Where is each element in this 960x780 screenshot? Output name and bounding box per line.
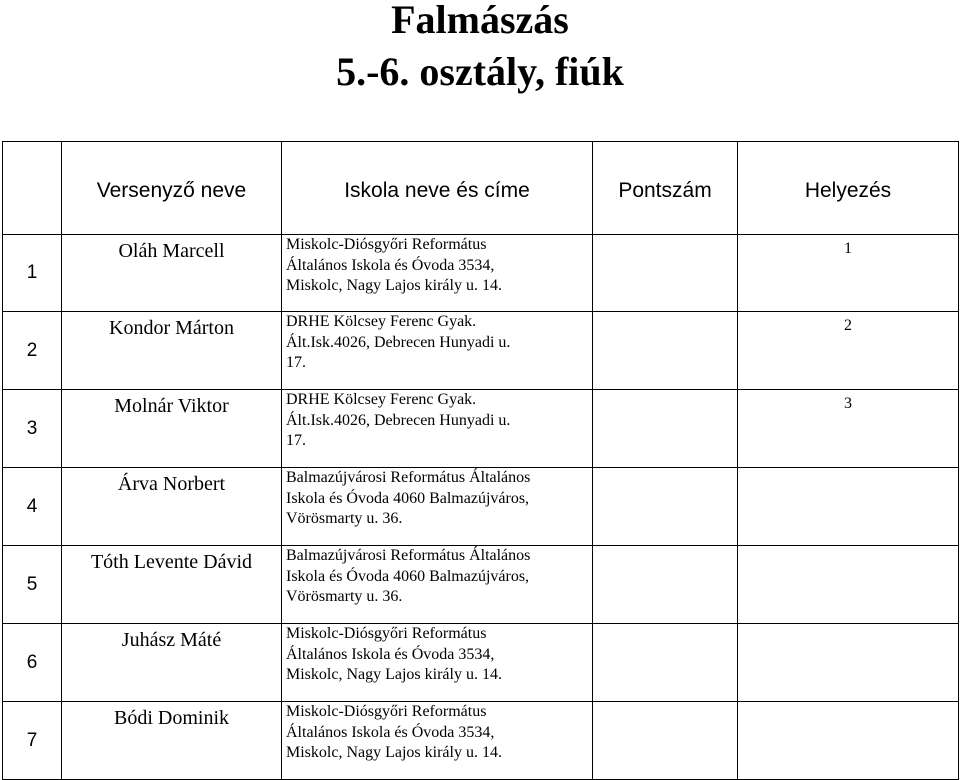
score-cell [593,390,738,468]
row-number: 4 [3,468,62,546]
school-line: 17. [286,432,306,449]
score-cell [593,624,738,702]
score-cell [593,235,738,312]
school-line: Miskolc, Nagy Lajos király u. 14. [286,666,502,683]
school-line: Miskolc, Nagy Lajos király u. 14. [286,277,502,294]
school-line: Általános Iskola és Óvoda 3534, [286,256,495,274]
school-line: Miskolc, Nagy Lajos király u. 14. [286,744,502,761]
school-line: Balmazújvárosi Református Általános [286,547,531,564]
competitor-name: Molnár Viktor [62,390,282,468]
place-cell [738,624,959,702]
school-cell [282,390,593,468]
place-cell [738,546,959,624]
table-header-row [3,142,959,235]
table-row [3,702,959,780]
school-line: Iskola és Óvoda 4060 Balmazújváros, [286,489,530,507]
school-line: Balmazújvárosi Református Általános [286,469,531,486]
header-score: Pontszám [593,142,738,235]
school-cell [282,468,593,546]
row-number: 5 [3,546,62,624]
header-school: Iskola neve és címe [282,142,593,235]
competitor-name: Árva Norbert [62,468,282,546]
results-table [2,141,959,780]
header-name: Versenyző neve [62,142,282,235]
place-cell [738,468,959,546]
place-cell: 1 [738,235,959,312]
row-number: 6 [3,624,62,702]
school-line: Miskolc-Diósgyőri Református [286,625,487,642]
page-subtitle: 5.-6. osztály, fiúk [336,49,624,94]
place-cell: 2 [738,312,959,390]
competitor-name: Tóth Levente Dávid [62,546,282,624]
school-line: Vörösmarty u. 36. [286,588,403,605]
school-line: Vörösmarty u. 36. [286,510,403,527]
school-line: DRHE Kölcsey Ferenc Gyak. [286,313,477,330]
score-cell [593,546,738,624]
school-line: Iskola és Óvoda 4060 Balmazújváros, [286,567,530,585]
school-line: Ált.Isk.4026, Debrecen Hunyadi u. [286,333,511,351]
table-row [3,468,959,546]
school-line: Ált.Isk.4026, Debrecen Hunyadi u. [286,411,511,429]
row-number: 3 [3,390,62,468]
header-place: Helyezés [738,142,959,235]
school-line: Miskolc-Diósgyőri Református [286,703,487,720]
competitor-name: Bódi Dominik [62,702,282,780]
page-title: Falmászás [391,0,569,42]
school-line: DRHE Kölcsey Ferenc Gyak. [286,391,477,408]
competitor-name: Oláh Marcell [62,235,282,312]
competitor-name: Kondor Márton [62,312,282,390]
competitor-name: Juhász Máté [62,624,282,702]
row-number: 7 [3,702,62,780]
place-cell [738,702,959,780]
school-cell [282,546,593,624]
table-row [3,546,959,624]
table-row [3,235,959,312]
row-number: 2 [3,312,62,390]
score-cell [593,702,738,780]
score-cell [593,468,738,546]
school-line: Miskolc-Diósgyőri Református [286,236,487,253]
school-cell [282,702,593,780]
school-line: Általános Iskola és Óvoda 3534, [286,645,495,663]
place-cell: 3 [738,390,959,468]
table-row [3,312,959,390]
score-cell [593,312,738,390]
row-number: 1 [3,235,62,312]
school-cell [282,624,593,702]
school-cell [282,312,593,390]
school-line: 17. [286,354,306,371]
school-cell [282,235,593,312]
header-number [3,142,62,235]
table-row [3,624,959,702]
school-line: Általános Iskola és Óvoda 3534, [286,723,495,741]
table-row [3,390,959,468]
